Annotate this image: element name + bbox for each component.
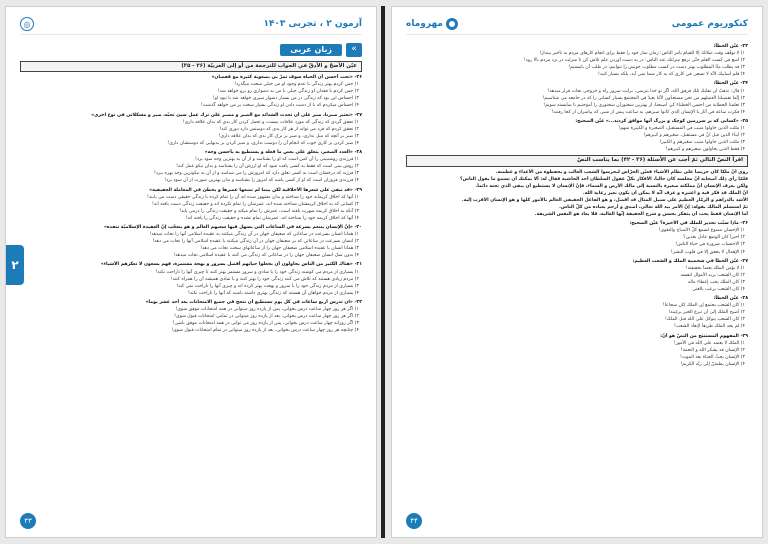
answer-option: ۳) الاحتساب ضرورة في حياة الناس! <box>675 242 745 248</box>
question-stem: ۲۷- «تعتبر صبرنا، صبر على أن تحدث الشدائد مع الصبر و مصبر على ترك عمل سيئ تحبّه، صبر و مشكلاتي في نوع اخرى» <box>91 112 362 118</box>
passage-line: أنّ الملك قد فكّر فيه و اعتبره و عرف أنّه لا يمكن أن يكون بغير رعاية الله. <box>582 190 748 196</box>
answer-option: ۱) حس کردم بهتر زندگی با عدم وجود او من خیلی سخت میگذرد! <box>234 82 359 88</box>
question-stem: ۳۹- المفهوم المستنتج من النصّ هو أنّ: <box>660 333 748 339</box>
answer-option: ۴) لم يجد الملك طريقاً لإنقاذ الشعب! <box>673 324 745 330</box>
question-stem: ۳۱- «هناك الكثير من الناس يحاولون أن يجعلوا حياتهم أفضل بسرور و بهجة مستمرة، فهم يسعون لا تعكّرهم الأشياء» <box>100 262 362 268</box>
answer-option: ۲) أبناء الذين قيل انّ في مستقبل، صغيرهم و كبيرهم! <box>643 133 745 139</box>
answer-option: ۳) قد يطلب منّا المطلوب بهتر دست در کسب مطلوب خویش را نتوانیم، در طلب آن بایستیم! <box>568 65 745 71</box>
answer-option: ۴) الإنسان يطمئنّ إلى ربّه الكريم! <box>680 361 745 367</box>
answer-option: ۱) همانا انسان بسرعت در ساعاتی که ضعیفان جهان در آن زندگی میکنند به عقیده اسلامی آنها را نجات میدهد! <box>149 232 359 238</box>
question-stem: ۲۸- «العدد الصغير، يتعلّق على بعض ما فعله و يستطيع به بأحسن وجه» <box>204 150 362 156</box>
answer-option: ۴) قلّم أسابيك لأنّه لا تسعى في کاری که به کار شما نمی آید، بلکه بسیار کنید! <box>598 72 745 78</box>
exam-title: آزمون ۲ ، تجربی ۱۴۰۳ <box>263 19 362 29</box>
answer-option: ۱) فرزندی روشنبینی را آن کس است که او را بشناسد و از آن به بهترین وجه سود برد! <box>194 157 359 163</box>
answer-option: ۴) فرزندی فروزان است که او از کسی باشد که امروز را بشناسد و بدان بهترین صورت از آن سود برد! <box>164 178 359 184</box>
subject-title: زبان عربی <box>280 44 342 55</box>
question-stem: ۳۴- عيّن الخطأ: <box>713 81 748 87</box>
answer-option: ۲) کسانی که به اخلاق کریمشان شناخته شده اند، عمرشان را تمام نکرده اند و حقیقت زندگی دست یافته اند! <box>151 201 359 207</box>
answer-option: ۳) تعلّمنا الخطابة من أحسن الخطباء كي أصبحنا، از بهترین سخنوران سخنوری را آموختیم تا شایسته شویم! <box>543 102 745 108</box>
answer-option: ۲) اسع في كسب العلم حتّى ترفع منزلتك عند الناس: در به دست آوردن علم تلاش کن تا منزلت در نزد مردم بالا رود! <box>523 58 745 64</box>
answer-option: ۱) كان الشعب يجتمع إن الملك كان شجاعاً! <box>662 303 745 309</box>
answer-option: ۳) كان الملك يحب إعطاء ماله <box>687 279 745 285</box>
left-page-content <box>20 41 362 511</box>
section-instruction-box: عيّن الأصحّ و الأدقّ في الجواب للترجمة من أو إلى العربيّة (۲۶ - ۳۵) <box>20 61 362 72</box>
passage-line: ولکن يعرف الإنسان أنّ مملكته صغيرة بالنسبة إلى مالك الأرض و السماء، فإنّ الإنسان لا يستطيع أن يبقى الذي تحته دائماً. <box>475 183 748 189</box>
subject-banner <box>20 43 362 57</box>
book-title: کنکوریوم عمومی <box>671 19 748 29</box>
question-stem: ۳۶- ماذا سبّب تحذير للملك في الأخيرة؟ عيّن الصحيح: <box>629 221 748 227</box>
answer-option: ۴) چنانچه هر روز چهار ساعت درس بخوانی، بعد از یازده روز میتوانی در تمام امتحانات قبول شوی! <box>171 328 359 334</box>
answer-option: ۲) مردم زیادی هستند که تلاش می کنند زندگی خود را بهتر کنند و با شادی همیشه آن را همراه کنند! <box>170 276 359 282</box>
publisher-logo-icon <box>446 18 458 30</box>
question-list <box>20 74 362 334</box>
right-page-content <box>406 41 748 511</box>
book-spine <box>381 6 385 538</box>
question-list-bottom <box>406 220 748 368</box>
answer-option: ۲) انسان بسرعت در ساعاتی که بر ضعیفان جهان در آن زندگی میکنند با عقیده اسلامی آنها را نجات می دهد! <box>152 239 359 245</box>
answer-option: ۲) أصبح الملك إلى أن تبرع الخير برغبته! <box>668 310 745 316</box>
question-stem: ۲۶- «تحت أحسن أن الحياة سوف تمرّ بي بصعوبة كثيرة مع قفصان» <box>211 75 362 81</box>
publisher-logo <box>406 18 458 30</box>
answer-option: ۳) صبر بر آنچه که میل نداری، و صبر بر ترک کار بدی که بدان علاقه داری! <box>218 133 359 139</box>
right-page <box>391 6 763 538</box>
page-number: ۴۳ <box>20 513 36 529</box>
answer-option: ۱) ملئت الذين حاولوا منيب في المستقبل، الصغيرة و الكبيرة منهم! <box>618 126 745 132</box>
answer-option: ۴) فكّرت ساعة في آثار يا الإنسان الذي كانوا صبرهم، به ساعت پیش از شبی که پیامبران از کجا رفتند! <box>551 109 745 115</box>
reading-passage <box>406 169 748 219</box>
right-page-header <box>406 17 748 35</box>
answer-option: ۳) اگر روزانه چهار ساعت درس بخوانی، پس از یازده روز می توانی در همه امتحانات موفق باشی! <box>172 321 359 327</box>
section-tab: ۲ <box>6 245 24 285</box>
answer-option: ۴) صبر کردن بر کاری خوب که انجام آن را دوست نداری، و صبر کردن بر بدیهایی که دوستشان داری! <box>167 140 359 146</box>
answer-option: ۴) الإهمال لا يحقق إلّا في قلوب البشر! <box>670 249 745 255</box>
answer-option: ۲) أخيراً كان الوضع عادل بعدين؟ <box>683 235 745 241</box>
left-page <box>5 6 377 538</box>
passage-line: فلمّا رأى ذلك أصحابه أنّ مجلسه كان خالياً، الأفكار بكلّ عقول السلطان أحد الحاشية فقال له: ألا يمكنك أن تسمع ما يقول الناس؟ <box>460 176 748 182</box>
answer-option: ۱) قال: تذهبُ ان بقلبك تلك فرفق الله، اگر تو خدا بترسی، برایت سرور راه و خروجی نجات قرار میدهد! <box>547 88 745 94</box>
question-stem: ۳۲- «ان تدرس أربع ساعات في كل يوم تستطيع أن تنجح في جميع الامتحانات بعد أحد عشر يوماً» <box>145 299 362 305</box>
answer-option: ۳) ملئت الذين حاولوا منيب صغيرهم و الكبير! <box>659 140 745 146</box>
question-stem: ۲۹- «قد تبقى على شعرها الأخلاقية لكن بيننا لم تضعها عصرها و يخطئ في المعاملة الحقيقية» <box>149 187 362 193</box>
question-stem: ۳۸- عيّن الخطأ: <box>713 296 748 302</box>
answer-option: ۲) تحقق کردم که فرد می تواند از هر کار بدی که دوستش دارد دوری کند! <box>219 126 359 132</box>
passage-line: أما الإنسان فقط يجب أن يتفكّر بحسن و شرح الحقيقة إنّها الغالبة، فلا يعاد هو النفس الشريفة. <box>534 212 748 218</box>
passage-line: روى أنّ ملكاً كان حريصاً على نظام الأشياء فعيّن الحرّاس ليحرسوا الشعب الغالب و يحفظوه من الأعداء و عظمته. <box>495 169 748 175</box>
answer-option: ۲) إنّما تفضيلنا لأفضلهم من نحن مستعدّون لأنّنا بعيدٌ في المجتمع بسيار کسانی را که در جامعه می شناسیم! <box>542 95 745 101</box>
passage-line: ثمّ استسلم المالك بقوله: إنّ الأمر بيد الله تعالى، أصدق و أرحم بعباده من كلّ الناس. <box>559 204 748 210</box>
answer-option: ۳) بسیاری از مردم زندگی خود را با سرور و بهجت بهتر کرده اند و چیزی آنها را ناراحت نمی کند! <box>176 283 359 289</box>
question-stem: ۳۵- «کسانی که بر سرزمین کوچک و بزرگ آنها موافق کردند...» عيّن الصحيح: <box>575 118 748 124</box>
answer-option: ۱) لا توقّف وقت صلاتك إلّا للقيام بأمر الناس: زمان نماز خود را فقط برای انجام کارهای مردم به تأخیر بینداز! <box>539 51 745 57</box>
answer-option: ۳) كان الشعب يتوكّل على الله قبل الملك! <box>664 317 745 323</box>
answer-option: ۴) بدون شک انسان ضعیفان جهان را در ساعاتی که زندگی می کنند با عقیده اسلامی نجات میدهد! <box>173 253 359 259</box>
answer-option: ۱) الإحسان ممنوع لسمع كلّ الأشباح والتقوى! <box>658 228 745 234</box>
double-chevron-icon: « <box>346 43 362 57</box>
answer-option: ۴) بسیاری از مردم خواهان آن هستند که زندگی بهتری داشته باشند که آنها را ناراحت نکند! <box>187 290 359 296</box>
answer-option: ۱) لا يؤمن الملك بعضاً بحقيقته! <box>685 265 745 271</box>
passage-line: الأشد بالدراهم و الزمّار العظيم على سبيل المثال قد أفضل، و هو الفاعل الحقيقي العالم بالأمور كلّها و هو الإنسان الأقرب إليه. <box>461 197 748 203</box>
page-number: ۴۴ <box>406 513 422 529</box>
answer-option: ۳) آنکه به اخلاق کریمه شهرت یافته است، عمرش را تمام میکند و حقیقت زندگی را درمی یابد! <box>179 208 359 214</box>
question-stem: ۳۷- عيّن الخطأ في شخصية الملك و الشعب العظيم: <box>632 258 748 264</box>
answer-option: ۱) الملك لا يعتمد على الله في الأمور! <box>673 340 745 346</box>
answer-option: ۱) آنها که اخلاق کریمانه خود را شناخته و بدان مشهور شده اند آن را تمام کرده با زندگی حقیقی دست می یابند! <box>147 194 359 200</box>
question-stem: ۳۰- «إنّ الإنسان يتنعم بسرعة في الساعات التي يسهل فيها سعيهم العالم و هو يتعجّب إنّ العقيدة الإسلاميّة تنقذه» <box>103 224 362 230</box>
answer-option: ۳) الإنسان يحبّ الحياة بعد الموت! <box>680 354 745 360</box>
answer-option: ۴) كان الشعب يرغب بالغنى <box>692 287 745 292</box>
answer-option: ۳) احساس این بود که زندگی در من بسیار دشوار سپری خواهد شد با نبود او! <box>212 96 359 102</box>
answer-option: ۴) احساس میکردم که با از دست دادن او زندگی بسیار سخت بر من خواهد گذشت! <box>200 103 359 109</box>
answer-option: ۲) الإنسان قد يشكر الله و النعمة! <box>680 347 745 353</box>
answer-option: ۲) حس کردم با فقدان او زندگی خیلی با من به دشواری رو برو خواهد شد! <box>217 89 359 95</box>
answer-option: ۱) بسیاری از مردم می کوشند زندگی خود را با شادی و سرور مستمر بهتر کنند تا چیزی آنها را ناراحت نکند! <box>155 269 359 275</box>
answer-option: ۱) تحقق گردی که زندگی که مورد علاقات نیست، و تحمل کردن کار بدی که بدان علاقه داری! <box>182 119 359 125</box>
question-list-top <box>406 43 748 153</box>
answer-option: ۴) آنها که اخلاق کریمه خود را شناخته اند، عمرشان تمام نشده و حقیقت زندگی را یافته اند! <box>185 215 359 221</box>
answer-option: ۳) فرزند که درخشان است به کسی تعلق دارد که امروزش را می شناسد و از آن به نیکوترین وجه بهره ببرد! <box>154 171 359 177</box>
publisher-name: مهروماه <box>406 19 443 29</box>
answer-option: ۲) كان الشعب يريد الأموال لنفسه <box>680 272 745 278</box>
reading-instruction-box: اقرأ النصّ التالي ثمّ أجب عن الأسئلة (۳۶ - ۴۲) بما يناسب النصّ <box>406 155 748 166</box>
question-stem: ۳۳- عيّن الخطأ: <box>713 44 748 49</box>
answer-option: ۱) اگر هر روز چهار ساعت درس بخوانی، پس از یازده روز میتوانی در همه امتحانات موفق شوی! <box>175 307 359 312</box>
answer-option: ۲) روش بینی است که فقط به کسی یافت شود که او ارزش آن را بشناسد و بدان نیکو عمل کند! <box>176 164 359 170</box>
left-page-header <box>20 17 362 35</box>
answer-option: ۳) همانا انسان با عقیده اسلامی ضعیفان جهان را از ساعاتهای سخت نجات می دهد! <box>200 246 359 252</box>
answer-option: ۴) فقط الذين يحاولون صغيرهم و كبيرهم! <box>665 147 745 153</box>
answer-option: ۲) اگر هر روز چهار ساعت درس بخوانی، بعد از یازده روز میتوانی در تمامی امتحانات قبول شوی! <box>174 314 359 320</box>
logo-circle-icon: ◎ <box>20 17 34 31</box>
